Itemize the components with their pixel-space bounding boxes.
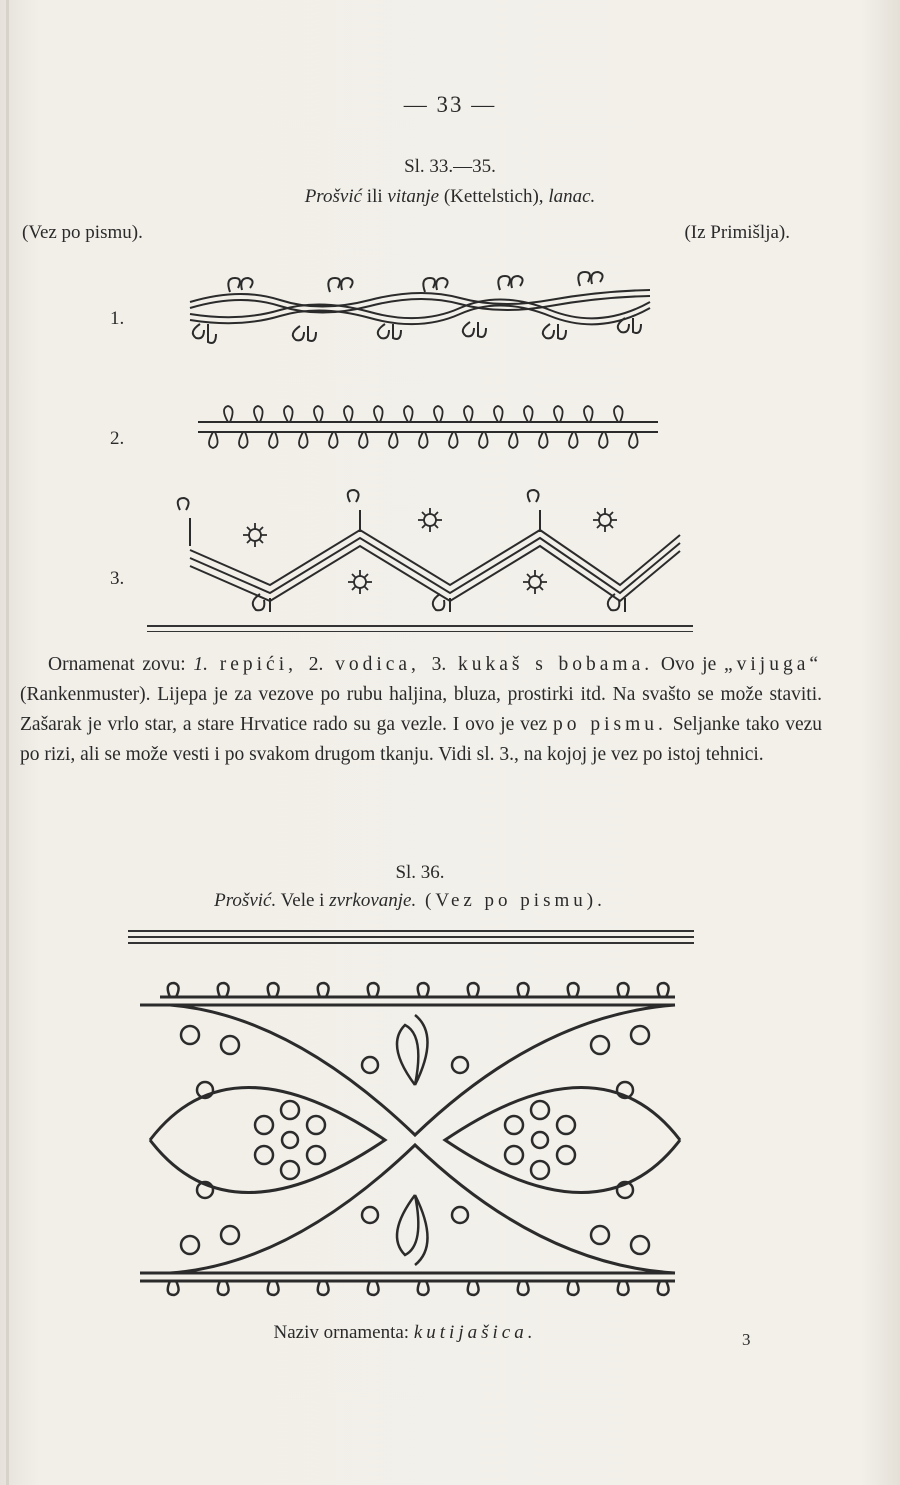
intro-text: Ornamenat zovu:	[48, 654, 194, 675]
ornament-kukas-s-bobama	[160, 490, 690, 620]
page-number: — 33 —	[403, 92, 497, 117]
fig1-left-note: (Vez po pismu).	[22, 222, 143, 243]
fig2-title-b: zvrkovanje.	[329, 890, 417, 911]
row-label-2: 2.	[110, 428, 125, 449]
text-ovo-je: Ovo je	[660, 654, 724, 675]
fig2-top-rule-2	[128, 936, 694, 938]
footer-ornament-name: kutijašica.	[413, 1322, 537, 1343]
fig1-title-mid: ili	[362, 186, 388, 207]
fig2-top-rule-1	[128, 930, 694, 932]
body-paragraph	[20, 650, 822, 770]
page-edge	[6, 0, 9, 1485]
fig1-title	[0, 186, 900, 208]
item-num-3: 3.	[431, 654, 447, 675]
ornament-kutijasica	[130, 975, 700, 1305]
fig2-top-rule-3	[128, 942, 694, 944]
fig1-number: Sl. 33.—35.	[404, 156, 496, 177]
fig2-title-mid: Vele i	[276, 890, 330, 911]
text-end: Seljanke tako vezu po rizi, ali se može vesti i po svakom drugom tkanju. Vidi sl. 3., na kojoj je vez po istoj tehnici.	[20, 714, 823, 765]
fig1-bottom-rule-2	[147, 631, 693, 632]
item-name-1: repići,	[208, 654, 309, 675]
item-name-2: vodica,	[323, 654, 432, 675]
fig2-title-a: Prošvić.	[214, 890, 277, 911]
signature-mark: 3	[742, 1330, 751, 1349]
term-vijuga: „vijuga“	[723, 654, 823, 675]
item-num-2: 2.	[308, 654, 324, 675]
item-name-3: kukaš s bobama.	[446, 654, 654, 675]
fig2-number: Sl. 36.	[395, 862, 445, 883]
fig1-bottom-rule-1	[147, 625, 693, 627]
fig2-title	[0, 890, 820, 912]
row-label-1: 1.	[110, 308, 125, 329]
fig1-right-note: (Iz Primišlja).	[684, 222, 790, 243]
paragraph-text	[20, 650, 822, 770]
fig1-title-paren: (Kettelstich),	[439, 186, 549, 207]
fig1-title-b: vitanje	[387, 186, 440, 207]
fig1-title-c: lanac.	[548, 186, 596, 207]
text-middle: (Rankenmuster). Lijepa je za vezove po rubu haljina, bluza, prostirki itd. Na svašto se može staviti. Zašarak je vrlo star, a stare Hrvatice rado su ga vezle. I ovo je vez	[20, 684, 822, 735]
row-label-3: 3.	[110, 568, 125, 589]
fig2-title-paren: (Vez po pismu).	[416, 890, 606, 911]
fig1-title-a: Prošvić	[304, 186, 363, 207]
ornament-vodica	[198, 390, 658, 470]
footer-caption	[0, 1322, 810, 1344]
footer-label: Naziv ornamenta:	[273, 1322, 414, 1343]
term-po-pismu: po pismu.	[553, 714, 667, 735]
ornament-repici	[180, 262, 670, 352]
item-num-1: 1.	[193, 654, 209, 675]
